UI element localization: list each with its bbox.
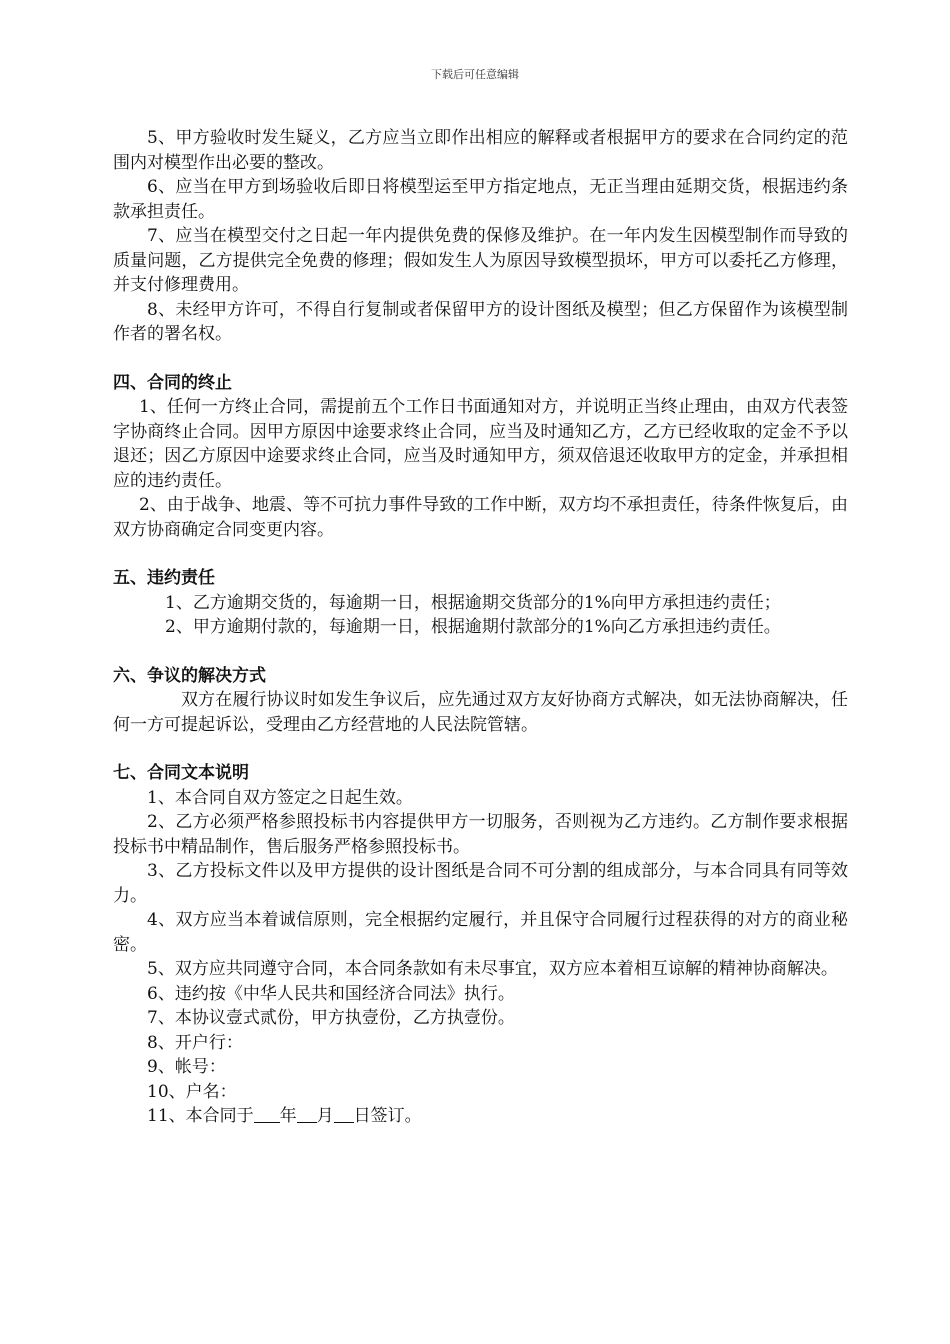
account-number-field: 9、帐号： — [147, 1057, 226, 1077]
page-header: 下载后可任意编辑 — [431, 68, 519, 81]
section-heading: 六、争议的解决方式 — [113, 665, 266, 686]
clause-paragraph: 2、乙方必须严格参照投标书内容提供甲方一切服务，否则视为乙方违约。乙方制作要求根据投标书中精品制作，售后服务严格参照投标书。 — [113, 812, 848, 857]
clause-paragraph: 1、任何一方终止合同，需提前五个工作日书面通知对方，并说明正当终止理由，由双方代表签字协商终止合同。因甲方原因中途要求终止合同，应当及时通知乙方，乙方已经收取的定金不予以退还；因乙方原因中途要求终止合同，应当及时通知甲方，须双倍退还收取甲方的定金，并承担相应的违约责任。 — [113, 397, 848, 491]
clause-paragraph: 1、乙方逾期交货的，每逾期一日，根据逾期交货部分的1%向甲方承担违约责任； — [165, 592, 781, 613]
section-heading: 七、合同文本说明 — [113, 763, 249, 783]
clause-paragraph: 1、本合同自双方签定之日起生效。 — [147, 787, 413, 808]
clause-paragraph: 2、由于战争、地震、等不可抗力事件导致的工作中断，双方均不承担责任，待条件恢复后，由双方协商确定合同变更内容。 — [113, 495, 848, 540]
clause-paragraph: 6、应当在甲方到场验收后即日将模型运至甲方指定地点，无正当理由延期交货，根据违约条款承担责任。 — [113, 177, 848, 222]
clause-paragraph: 5、双方应共同遵守合同，本合同条款如有未尽事宜，双方应本着相互谅解的精神协商解决。 — [147, 959, 838, 979]
clause-paragraph: 5、甲方验收时发生疑义，乙方应当立即作出相应的解释或者根据甲方的要求在合同约定的范围内对模型作出必要的整改。 — [113, 128, 848, 173]
year-label: 年 — [279, 1106, 297, 1126]
clause-paragraph: 6、违约按《中华人民共和国经济合同法》执行。 — [147, 983, 515, 1004]
clause-paragraph: 7、应当在模型交付之日起一年内提供免费的保修及维护。在一年内发生因模型制作而导致的质量问题，乙方提供完全免费的修理；假如发生人为原因导致模型损坏，甲方可以委托乙方修理，并支付修理费用。 — [113, 226, 848, 295]
clause-paragraph: 4、双方应当本着诚信原则，完全根据约定履行，并且保守合同履行过程获得的对方的商业秘密。 — [113, 910, 848, 955]
account-name-field: 10、户名： — [147, 1081, 237, 1102]
bank-name-field: 8、开户行： — [147, 1032, 243, 1053]
section-heading: 五、违约责任 — [113, 568, 215, 588]
signing-date-line — [113, 1104, 848, 1129]
month-label: 月 — [316, 1106, 334, 1126]
clause-paragraph: 3、乙方投标文件以及甲方提供的设计图纸是合同不可分割的组成部分，与本合同具有同等效力。 — [113, 861, 848, 906]
year-blank — [254, 1106, 280, 1123]
day-label: 日签订。 — [353, 1106, 422, 1126]
month-blank — [297, 1106, 317, 1123]
clause-paragraph: 8、未经甲方许可，不得自行复制或者保留甲方的设计图纸及模型；但乙方保留作为该模型制作者的署名权。 — [113, 299, 848, 344]
clause-paragraph: 2、甲方逾期付款的，每逾期一日，根据逾期付款部分的1%向乙方承担违约责任。 — [165, 617, 781, 637]
signing-date-prefix: 11、本合同于 — [147, 1106, 254, 1126]
clause-paragraph: 双方在履行协议时如发生争议后，应先通过双方友好协商方式解决，如无法协商解决，任何一方可提起诉讼，受理由乙方经营地的人民法院管辖。 — [113, 690, 848, 735]
section-heading: 四、合同的终止 — [113, 372, 232, 393]
document-body — [113, 126, 848, 1129]
clause-paragraph: 7、本协议壹式贰份，甲方执壹份，乙方执壹份。 — [147, 1008, 515, 1028]
day-blank — [334, 1106, 354, 1123]
